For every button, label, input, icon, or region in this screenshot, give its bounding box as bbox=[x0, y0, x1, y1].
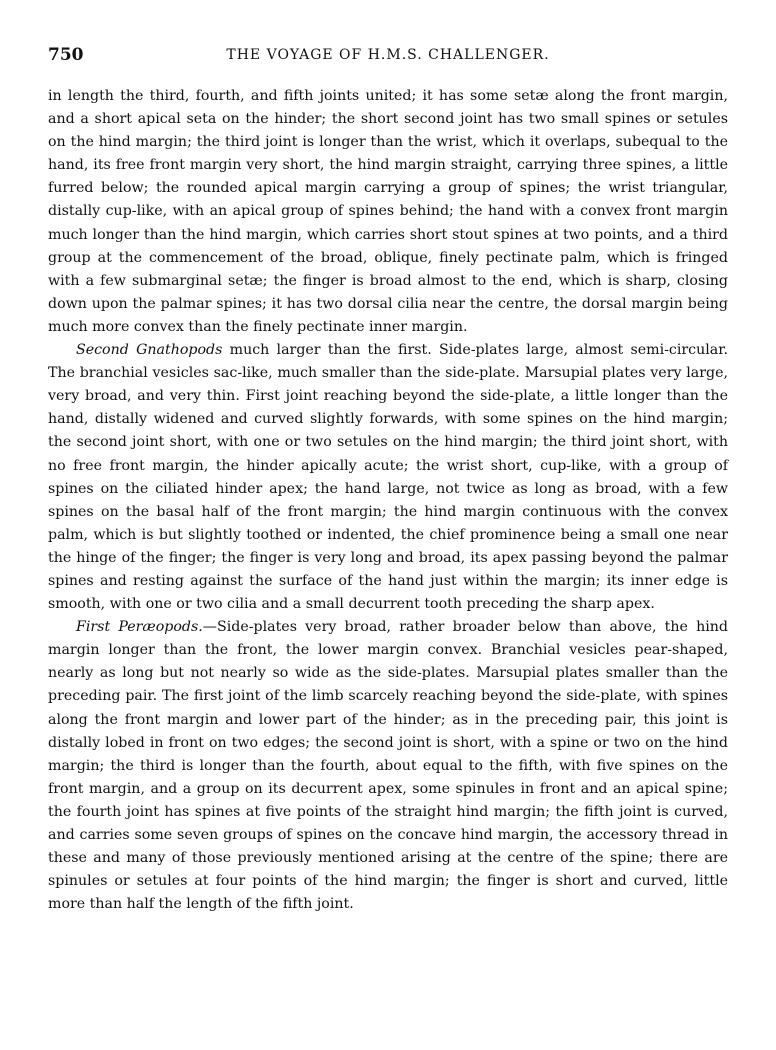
paragraph bbox=[48, 85, 728, 339]
paragraph-text: —Side-plates very broad, rather broader below than above, the hind margin longer than the front, the lower margin convex. Branchial vesicles pear-shaped, nearly as long but not nearly so wide as the side-plates. Marsupial plates smaller than the preceding pair. The first joint of the limb scarcely reaching beyond the side-plate, with spines along the front margin and lower part of the hinder; as in the preceding pair, this joint is distally lobed in front on two edges; the second joint is short, with a spine or two on the hind margin; the third is longer than the fourth, about equal to the fifth, with five spines on the front margin, and a group on its decurrent apex, some spinules in front and an apical spine; the fourth joint has spines at five points of the straight hind margin; the fifth joint is curved, and carries some seven groups of spines on the concave hind margin, the accessory thread in these and many of those previously mentioned arising at the centre of the spine; there are spinules or setules at four points of the hind margin; the finger is short and curved, little more than half the length of the fifth joint. bbox=[48, 619, 728, 913]
paragraph-text: much larger than the first. Side-plates large, almost semi-circular. The branchial vesicles sac-like, much smaller than the side-plate. Marsupial plates very large, very broad, and very thin. First joint reaching beyond the side-plate, a little longer than the hand, distally widened and curved slightly forwards, with some spines on the hind margin; the second joint short, with one or two setules on the hind margin; the third joint short, with no free front margin, the hinder apically acute; the wrist short, cup-like, with a group of spines on the ciliated hinder apex; the hand large, not twice as long as broad, with a few spines on the basal half of the front margin; the hind margin continuous with the convex palm, which is but slightly toothed or indented, the chief prominence being a small one near the hinge of the finger; the finger is very long and broad, its apex passing beyond the palmar spines and resting against the surface of the hand just within the margin; its inner edge is smooth, with one or two cilia and a small decurrent tooth preceding the sharp apex. bbox=[48, 342, 728, 613]
page-number: 750 bbox=[48, 45, 84, 65]
section-heading-first-peraeopods: First Peræopods. bbox=[76, 619, 203, 636]
paragraph-text: in length the third, fourth, and fifth joints united; it has some setæ along the front margin, and a short apical seta on the hinder; the short second joint has two small spines or setules on the hind margin; the third joint is longer than the wrist, which it overlaps, subequal to the hand, its free front margin very short, the hind margin straight, carrying three spines, a little furred below; the rounded apical margin carrying a group of spines; the wrist triangular, distally cup-like, with an apical group of spines behind; the hand with a convex front margin much longer than the hind margin, which carries short stout spines at two points, and a third group at the commencement of the broad, oblique, finely pectinate palm, which is fringed with a few submarginal setæ; the finger is broad almost to the end, which is sharp, closing down upon the palmar spines; it has two dorsal cilia near the centre, the dorsal margin being much more convex than the finely pectinate inner margin. bbox=[48, 88, 728, 335]
paragraph bbox=[48, 339, 728, 616]
page bbox=[48, 40, 728, 916]
page-header bbox=[48, 40, 728, 70]
body-text bbox=[48, 85, 728, 916]
paragraph bbox=[48, 616, 728, 916]
running-title: THE VOYAGE OF H.M.S. CHALLENGER. bbox=[226, 47, 550, 63]
section-heading-second-gnathopods: Second Gnathopods bbox=[76, 342, 223, 359]
